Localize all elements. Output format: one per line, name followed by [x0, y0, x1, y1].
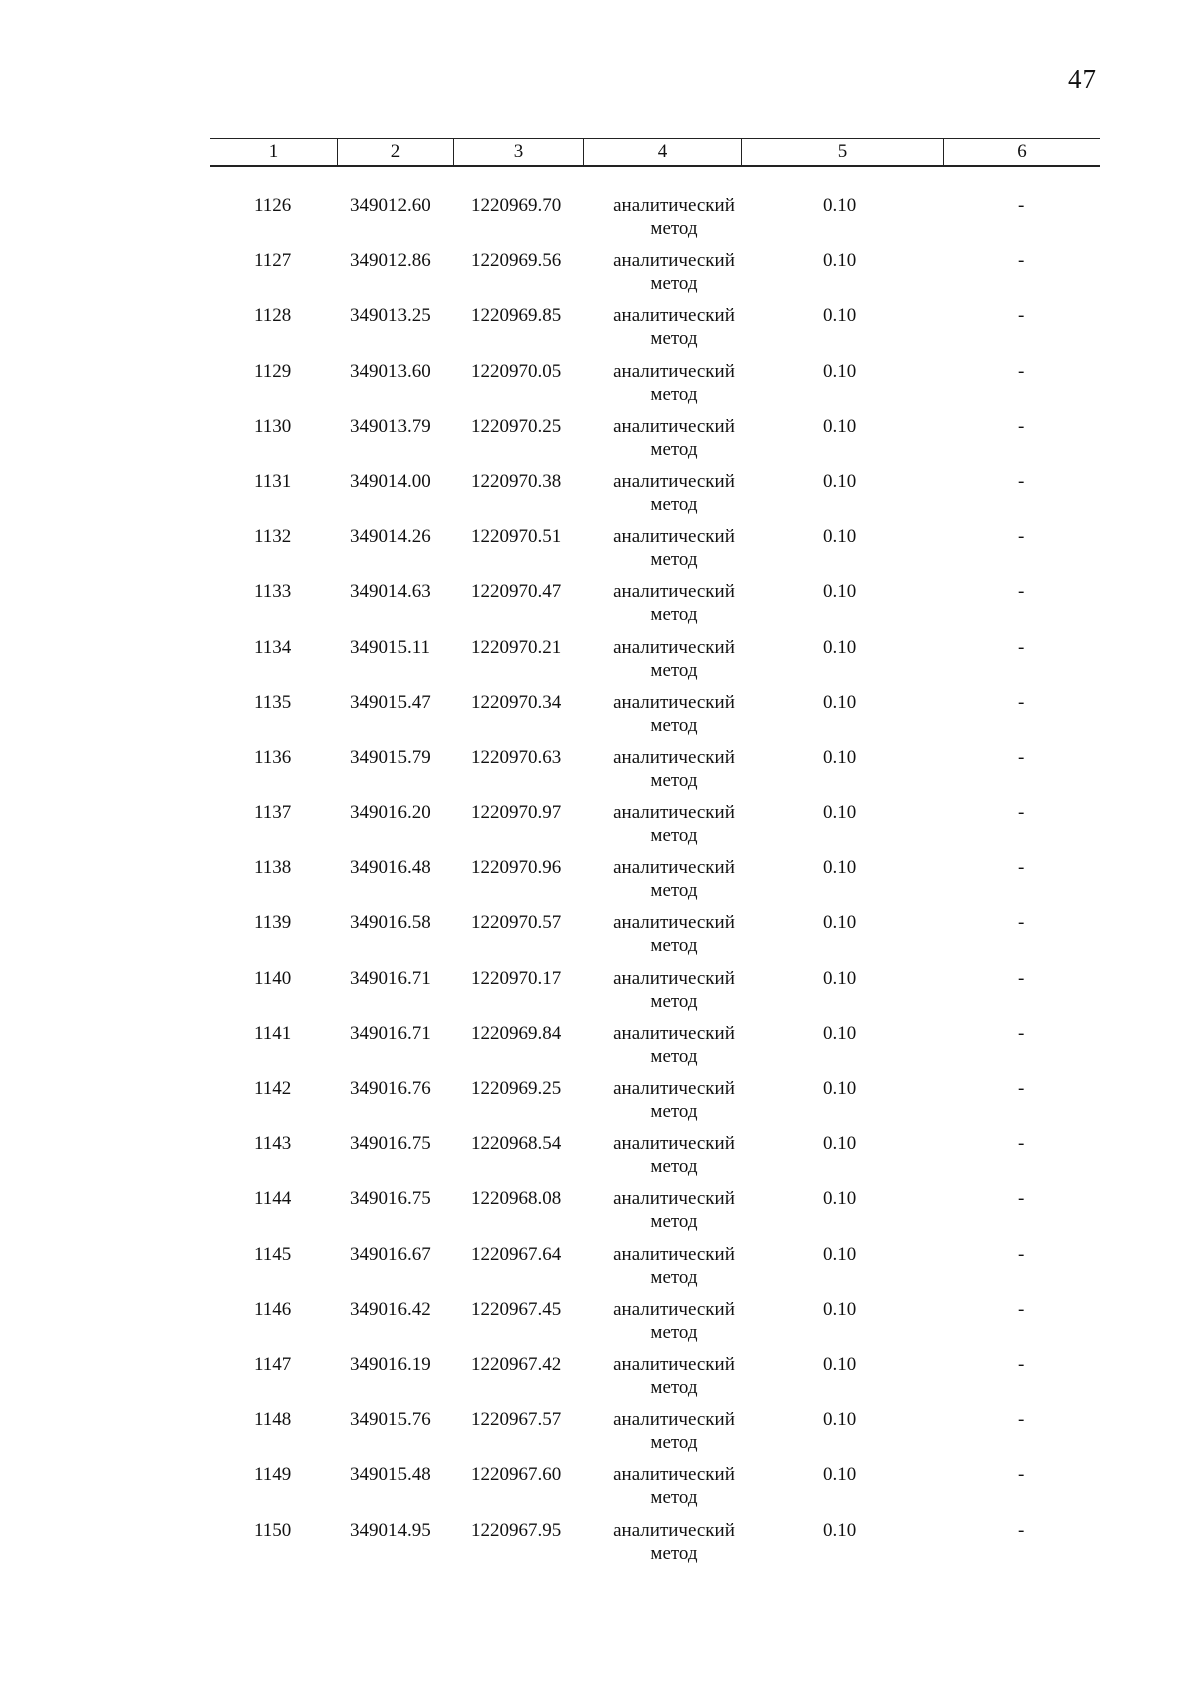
note-value: -	[1018, 526, 1025, 548]
x-coordinate: 349016.58	[350, 912, 431, 934]
x-coordinate: 349016.71	[350, 1022, 431, 1044]
note-value: -	[1018, 802, 1025, 824]
accuracy-value: 0.10	[823, 746, 857, 768]
y-coordinate: 1220970.17	[471, 967, 562, 989]
method-cell	[598, 580, 750, 626]
method-cell	[598, 525, 750, 571]
point-number: 1147	[254, 1353, 292, 1375]
method-line-1: аналитический	[613, 1519, 735, 1541]
method-cell	[598, 1408, 750, 1454]
table-row	[210, 360, 1100, 415]
accuracy-value: 0.10	[823, 1409, 857, 1431]
method-line-2: метод	[650, 549, 698, 571]
note-value: -	[1018, 360, 1025, 382]
table-header	[210, 138, 1100, 167]
method-line-1: аналитический	[613, 746, 735, 768]
method-cell	[598, 1353, 750, 1399]
accuracy-value: 0.10	[823, 1353, 857, 1375]
y-coordinate: 1220970.57	[471, 912, 562, 934]
x-coordinate: 349012.86	[350, 250, 431, 272]
accuracy-value: 0.10	[823, 967, 857, 989]
header-col-1: 1	[210, 139, 338, 165]
point-number: 1148	[254, 1409, 292, 1431]
method-line-2: метод	[650, 438, 698, 460]
method-line-1: аналитический	[613, 1464, 735, 1486]
point-number: 1135	[254, 691, 292, 713]
method-cell	[598, 1298, 750, 1344]
y-coordinate: 1220968.08	[471, 1188, 562, 1210]
table-row	[210, 1298, 1100, 1353]
header-col-5: 5	[742, 139, 944, 165]
method-line-2: метод	[650, 1211, 698, 1233]
method-cell	[598, 360, 750, 406]
method-cell	[598, 1022, 750, 1068]
x-coordinate: 349013.60	[350, 360, 431, 382]
x-coordinate: 349015.76	[350, 1409, 431, 1431]
note-value: -	[1018, 636, 1025, 658]
y-coordinate: 1220970.96	[471, 857, 562, 879]
method-line-1: аналитический	[613, 305, 735, 327]
method-line-2: метод	[650, 1156, 698, 1178]
table-row	[210, 1077, 1100, 1132]
y-coordinate: 1220969.70	[471, 195, 562, 216]
method-line-2: метод	[650, 1487, 698, 1509]
method-line-1: аналитический	[613, 636, 735, 658]
y-coordinate: 1220967.64	[471, 1243, 562, 1265]
method-line-1: аналитический	[613, 857, 735, 879]
method-line-1: аналитический	[613, 1353, 735, 1375]
accuracy-value: 0.10	[823, 636, 857, 658]
method-line-2: метод	[650, 1045, 698, 1067]
header-col-2: 2	[338, 139, 454, 165]
x-coordinate: 349013.79	[350, 415, 431, 437]
y-coordinate: 1220969.25	[471, 1078, 562, 1099]
point-number: 1133	[254, 581, 292, 603]
table-row	[210, 1243, 1100, 1298]
note-value: -	[1018, 250, 1025, 272]
point-number: 1136	[254, 746, 292, 768]
note-value: -	[1018, 1022, 1025, 1044]
note-value: -	[1018, 1409, 1025, 1431]
x-coordinate: 349015.79	[350, 746, 431, 768]
x-coordinate: 349016.20	[350, 802, 431, 824]
point-number: 1138	[254, 857, 292, 879]
method-line-1: аналитический	[613, 1133, 735, 1155]
method-line-2: метод	[650, 1266, 698, 1288]
method-line-2: метод	[650, 1376, 698, 1398]
point-number: 1146	[254, 1298, 292, 1320]
accuracy-value: 0.10	[823, 1464, 857, 1486]
note-value: -	[1018, 1188, 1025, 1210]
method-line-1: аналитический	[613, 581, 735, 603]
table-row	[210, 525, 1100, 580]
table-row	[210, 636, 1100, 691]
y-coordinate: 1220970.97	[471, 802, 562, 824]
method-line-1: аналитический	[613, 1409, 735, 1431]
point-number: 1131	[254, 470, 292, 492]
method-cell	[598, 911, 750, 957]
point-number: 1142	[254, 1078, 292, 1099]
method-cell	[598, 194, 750, 240]
x-coordinate: 349016.67	[350, 1243, 431, 1265]
note-value: -	[1018, 415, 1025, 437]
table-row	[210, 1353, 1100, 1408]
y-coordinate: 1220970.21	[471, 636, 562, 658]
method-line-2: метод	[650, 1101, 698, 1122]
table-row	[210, 746, 1100, 801]
method-cell	[598, 470, 750, 516]
y-coordinate: 1220969.56	[471, 250, 562, 272]
y-coordinate: 1220968.54	[471, 1133, 562, 1155]
note-value: -	[1018, 1353, 1025, 1375]
note-value: -	[1018, 1243, 1025, 1265]
table-row	[210, 1022, 1100, 1077]
point-number: 1129	[254, 360, 292, 382]
x-coordinate: 349016.19	[350, 1353, 431, 1375]
note-value: -	[1018, 1464, 1025, 1486]
method-cell	[598, 1463, 750, 1509]
accuracy-value: 0.10	[823, 250, 857, 272]
accuracy-value: 0.10	[823, 1188, 857, 1210]
accuracy-value: 0.10	[823, 1243, 857, 1265]
x-coordinate: 349014.95	[350, 1519, 431, 1541]
page-number: 47	[1068, 64, 1097, 94]
table-row	[210, 249, 1100, 304]
y-coordinate: 1220967.42	[471, 1353, 562, 1375]
method-cell	[598, 1519, 750, 1565]
method-line-2: метод	[650, 659, 698, 681]
accuracy-value: 0.10	[823, 802, 857, 824]
note-value: -	[1018, 967, 1025, 989]
point-number: 1143	[254, 1133, 292, 1155]
y-coordinate: 1220970.38	[471, 470, 562, 492]
table-row	[210, 1519, 1100, 1574]
x-coordinate: 349016.76	[350, 1078, 431, 1099]
method-cell	[598, 636, 750, 682]
table-row	[210, 580, 1100, 635]
note-value: -	[1018, 1133, 1025, 1155]
x-coordinate: 349016.71	[350, 967, 431, 989]
table-row	[210, 691, 1100, 746]
point-number: 1126	[254, 195, 292, 216]
note-value: -	[1018, 912, 1025, 934]
accuracy-value: 0.10	[823, 526, 857, 548]
method-line-1: аналитический	[613, 967, 735, 989]
accuracy-value: 0.10	[823, 1298, 857, 1320]
method-cell	[598, 249, 750, 295]
method-line-1: аналитический	[613, 802, 735, 824]
method-cell	[598, 746, 750, 792]
point-number: 1150	[254, 1519, 292, 1541]
method-line-2: метод	[650, 825, 698, 847]
table-row	[210, 194, 1100, 249]
method-cell	[598, 304, 750, 350]
accuracy-value: 0.10	[823, 1022, 857, 1044]
method-line-1: аналитический	[613, 912, 735, 934]
method-cell	[598, 691, 750, 737]
x-coordinate: 349014.63	[350, 581, 431, 603]
point-number: 1130	[254, 415, 292, 437]
y-coordinate: 1220970.05	[471, 360, 562, 382]
accuracy-value: 0.10	[823, 305, 857, 327]
x-coordinate: 349014.26	[350, 526, 431, 548]
accuracy-value: 0.10	[823, 912, 857, 934]
point-number: 1145	[254, 1243, 292, 1265]
method-cell	[598, 801, 750, 847]
table-row	[210, 1408, 1100, 1463]
method-line-2: метод	[650, 273, 698, 295]
method-line-2: метод	[650, 769, 698, 791]
table-row	[210, 470, 1100, 525]
accuracy-value: 0.10	[823, 1133, 857, 1155]
x-coordinate: 349014.00	[350, 470, 431, 492]
method-line-2: метод	[650, 1321, 698, 1343]
y-coordinate: 1220970.47	[471, 581, 562, 603]
method-line-2: метод	[650, 328, 698, 350]
y-coordinate: 1220970.25	[471, 415, 562, 437]
method-line-1: аналитический	[613, 250, 735, 272]
x-coordinate: 349016.75	[350, 1133, 431, 1155]
x-coordinate: 349016.48	[350, 857, 431, 879]
note-value: -	[1018, 1519, 1025, 1541]
method-line-1: аналитический	[613, 1078, 735, 1099]
method-line-1: аналитический	[613, 1022, 735, 1044]
method-line-2: метод	[650, 1432, 698, 1454]
method-line-1: аналитический	[613, 360, 735, 382]
accuracy-value: 0.10	[823, 1519, 857, 1541]
y-coordinate: 1220967.95	[471, 1519, 562, 1541]
method-cell	[598, 967, 750, 1013]
header-col-6: 6	[1017, 141, 1027, 162]
point-number: 1149	[254, 1464, 292, 1486]
accuracy-value: 0.10	[823, 691, 857, 713]
x-coordinate: 349015.48	[350, 1464, 431, 1486]
method-line-2: метод	[650, 383, 698, 405]
method-line-1: аналитический	[613, 1188, 735, 1210]
point-number: 1132	[254, 526, 292, 548]
y-coordinate: 1220970.34	[471, 691, 562, 713]
method-line-2: метод	[650, 714, 698, 736]
method-line-1: аналитический	[613, 1298, 735, 1320]
note-value: -	[1018, 305, 1025, 327]
point-number: 1127	[254, 250, 292, 272]
note-value: -	[1018, 470, 1025, 492]
point-number: 1134	[254, 636, 292, 658]
method-line-2: метод	[650, 218, 698, 239]
method-line-2: метод	[650, 1542, 698, 1564]
y-coordinate: 1220967.45	[471, 1298, 562, 1320]
header-col-4: 4	[584, 139, 742, 165]
method-line-2: метод	[650, 493, 698, 515]
table-row	[210, 415, 1100, 470]
method-line-2: метод	[650, 935, 698, 957]
x-coordinate: 349016.42	[350, 1298, 431, 1320]
point-number: 1137	[254, 802, 292, 824]
method-cell	[598, 1077, 750, 1123]
note-value: -	[1018, 857, 1025, 879]
point-number: 1144	[254, 1188, 292, 1210]
y-coordinate: 1220967.57	[471, 1409, 562, 1431]
x-coordinate: 349013.25	[350, 305, 431, 327]
table-body	[210, 194, 1100, 1574]
method-cell	[598, 1187, 750, 1233]
method-cell	[598, 415, 750, 461]
note-value: -	[1018, 691, 1025, 713]
method-line-1: аналитический	[613, 526, 735, 548]
table-row	[210, 1187, 1100, 1242]
method-line-1: аналитический	[613, 691, 735, 713]
method-line-2: метод	[650, 990, 698, 1012]
header-col-3: 3	[454, 139, 584, 165]
accuracy-value: 0.10	[823, 581, 857, 603]
method-line-2: метод	[650, 604, 698, 626]
table-row	[210, 856, 1100, 911]
note-value: -	[1018, 581, 1025, 603]
table-row	[210, 304, 1100, 359]
accuracy-value: 0.10	[823, 470, 857, 492]
y-coordinate: 1220969.84	[471, 1022, 562, 1044]
point-number: 1128	[254, 305, 292, 327]
x-coordinate: 349015.47	[350, 691, 431, 713]
method-line-1: аналитический	[613, 195, 735, 216]
point-number: 1141	[254, 1022, 292, 1044]
note-value: -	[1018, 1298, 1025, 1320]
accuracy-value: 0.10	[823, 195, 857, 216]
table-row	[210, 801, 1100, 856]
point-number: 1139	[254, 912, 292, 934]
method-line-1: аналитический	[613, 470, 735, 492]
table-row	[210, 1132, 1100, 1187]
table-row	[210, 911, 1100, 966]
y-coordinate: 1220969.85	[471, 305, 562, 327]
y-coordinate: 1220970.63	[471, 746, 562, 768]
method-cell	[598, 856, 750, 902]
note-value: -	[1018, 1078, 1025, 1099]
y-coordinate: 1220970.51	[471, 526, 562, 548]
x-coordinate: 349015.11	[350, 636, 431, 658]
method-cell	[598, 1243, 750, 1289]
accuracy-value: 0.10	[823, 1078, 857, 1099]
point-number: 1140	[254, 967, 292, 989]
method-cell	[598, 1132, 750, 1178]
method-line-1: аналитический	[613, 415, 735, 437]
method-line-2: метод	[650, 880, 698, 902]
y-coordinate: 1220967.60	[471, 1464, 562, 1486]
method-line-1: аналитический	[613, 1243, 735, 1265]
accuracy-value: 0.10	[823, 360, 857, 382]
accuracy-value: 0.10	[823, 857, 857, 879]
table-row	[210, 1463, 1100, 1518]
x-coordinate: 349016.75	[350, 1188, 431, 1210]
note-value: -	[1018, 746, 1025, 768]
accuracy-value: 0.10	[823, 415, 857, 437]
x-coordinate: 349012.60	[350, 195, 431, 216]
table-row	[210, 967, 1100, 1022]
note-value: -	[1018, 195, 1025, 216]
